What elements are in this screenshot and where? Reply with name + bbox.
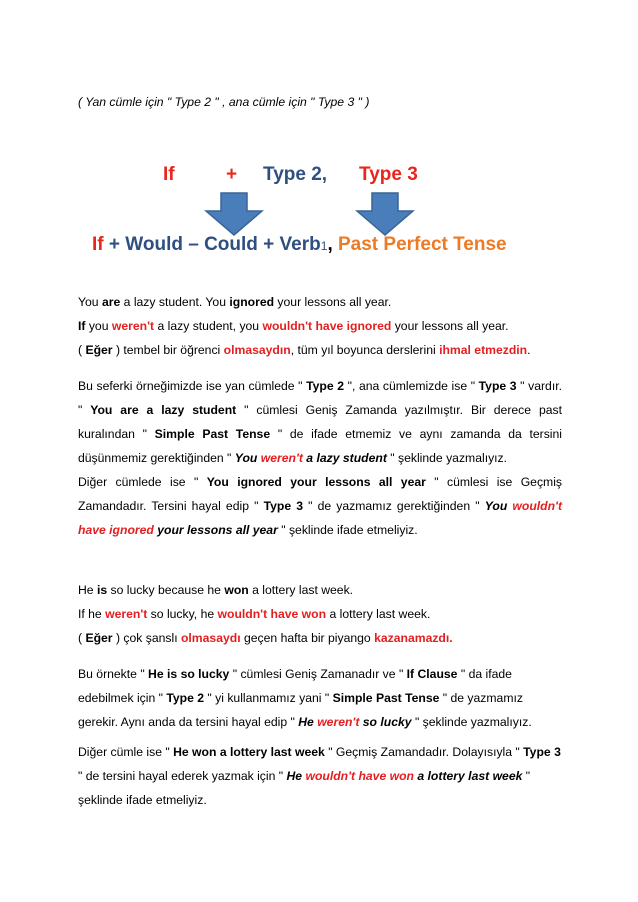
formula-plus: + [226,164,238,185]
ex1-paragraph-2: Diğer cümlede ise " You ignored your lessons all year " cümlesi ise Geçmiş Zamandadır. Tersini hayal edip " Type 3 " de yazmamız gerektiğinden " You wouldn't have ignored your lessons all year " şeklinde ifade etmeliyiz. [78,475,563,537]
formula-if-top: If [163,164,175,185]
ex1-sentence-2: If you weren't a lazy student, you wouldn't have ignored your lessons all year. [78,319,509,333]
ex1-sentence-3: ( Eğer ) tembel bir öğrenci olmasaydın, tüm yıl boyunca derslerini ihmal etmezdin. [78,343,531,357]
header-note: ( Yan cümle için " Type 2 " , ana cümle için " Type 3 " ) [78,95,370,109]
formula-type2: Type 2, [263,164,328,185]
ex1-paragraph-1: Bu seferki örneğimizde ise yan cümlede " Type 2 ", ana cümlemizde ise " Type 3 " vardır. " You are a lazy student " cümlesi Geniş Zamanda yazılmıştır. Bir derece past kuralından " Simple Past Tense " de ifade etmemiz ve aynı zamanda da tersini düşünmemiz gerektiğinden " You weren't a lazy student " şeklinde yazmalıyız. [78,379,563,465]
down-arrow-icon [355,192,415,236]
ex2-sentence-2: If he weren't so lucky, he wouldn't have won a lottery last week. [78,607,431,621]
ex1-sentence-1: You are a lazy student. You ignored your lessons all year. [78,295,392,309]
formula-type3: Type 3 [359,164,418,185]
ex2-sentence-3: ( Eğer ) çok şanslı olmasaydı geçen hafta bir piyango kazanamazdı. [78,631,453,645]
ex2-paragraph-1: Bu örnekte " He is so lucky " cümlesi Geniş Zamanadır ve " If Clause " da ifade edebilmek için " Type 2 " yi kullanmamız yani " Simple Past Tense " de yazmamız gerekir. Aynı anda da tersini hayal edip " He weren't so lucky " şeklinde yazmalıyız. [78,667,532,729]
down-arrow-icon [204,192,264,236]
formula-row2: If + Would – Could + Verb1, Past Perfect Tense [92,234,507,255]
ex2-sentence-1: He is so lucky because he won a lottery last week. [78,583,354,597]
ex2-paragraph-2: Diğer cümle ise " He won a lottery last week " Geçmiş Zamandadır. Dolayısıyla " Type 3 " de tersini hayal ederek yazmak için " He wouldn't have won a lottery last week " şeklinde ifade etmeliyiz. [78,745,561,807]
formula-diagram [0,158,638,268]
